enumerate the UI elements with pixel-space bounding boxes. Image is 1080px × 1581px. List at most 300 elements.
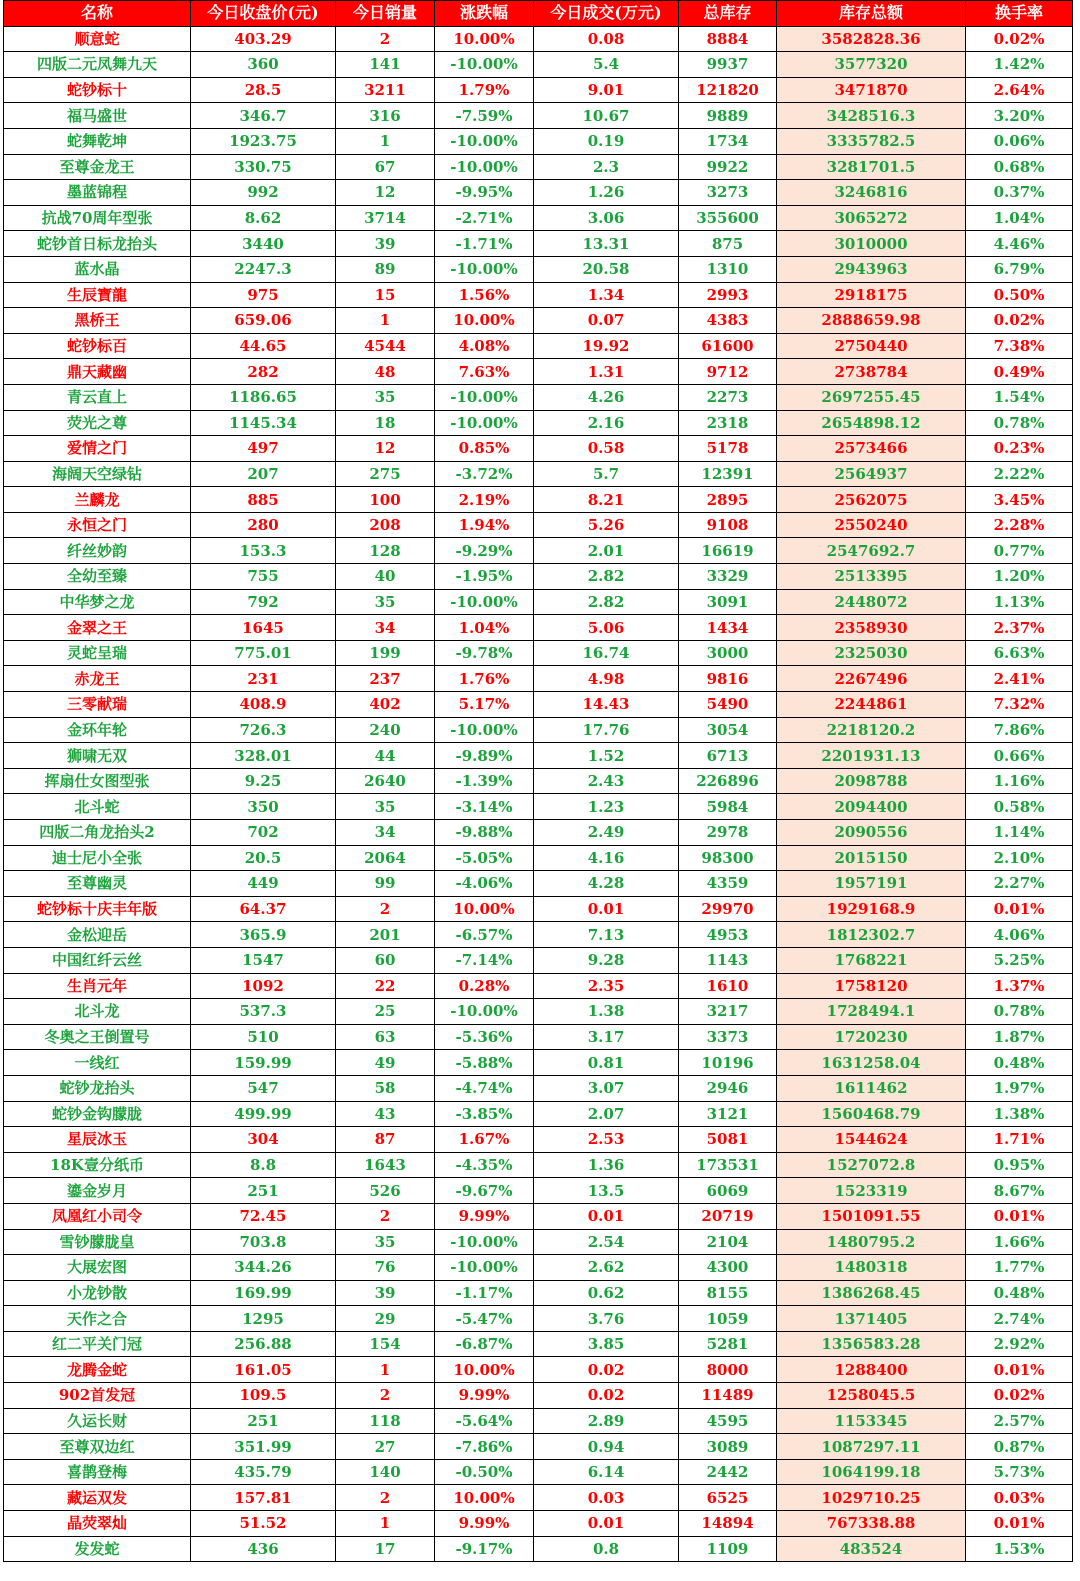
inventory-amount-cell: 1356583.28: [777, 1331, 966, 1357]
close-price-cell: 365.9: [191, 922, 336, 948]
sales-volume-cell: 34: [336, 820, 435, 846]
close-price-cell: 435.79: [191, 1459, 336, 1485]
name-cell: 晶荧翠灿: [4, 1511, 191, 1537]
table-row: [4, 410, 1073, 436]
turnover-rate-cell: 0.03%: [966, 1485, 1073, 1511]
change-percent-cell: 1.04%: [435, 615, 534, 641]
turnover-rate-cell: 0.95%: [966, 1152, 1073, 1178]
change-percent-cell: 10.00%: [435, 308, 534, 334]
total-inventory-cell: 4383: [679, 308, 777, 334]
table-row: [4, 128, 1073, 154]
table-row: [4, 589, 1073, 615]
total-inventory-cell: 875: [679, 231, 777, 257]
sales-volume-cell: 154: [336, 1331, 435, 1357]
turnover-cell: 7.13: [534, 922, 679, 948]
table-row: [4, 436, 1073, 462]
sales-volume-cell: 87: [336, 1127, 435, 1153]
change-percent-cell: 7.63%: [435, 359, 534, 385]
turnover-rate-cell: 1.71%: [966, 1127, 1073, 1153]
change-percent-cell: -4.35%: [435, 1152, 534, 1178]
total-inventory-cell: 3273: [679, 180, 777, 206]
close-price-cell: 510: [191, 1024, 336, 1050]
sales-volume-cell: 2: [336, 1203, 435, 1229]
turnover-rate-cell: 2.22%: [966, 461, 1073, 487]
total-inventory-cell: 9922: [679, 154, 777, 180]
name-cell: 蛇舞乾坤: [4, 128, 191, 154]
table-row: [4, 717, 1073, 743]
turnover-cell: 5.26: [534, 512, 679, 538]
sales-volume-cell: 100: [336, 487, 435, 513]
inventory-amount-cell: 2448072: [777, 589, 966, 615]
name-cell: 四版二元凤舞九天: [4, 52, 191, 78]
inventory-amount-cell: 3428516.3: [777, 103, 966, 129]
turnover-rate-cell: 0.50%: [966, 282, 1073, 308]
header-close-price: 今日收盘价(元): [191, 1, 336, 27]
turnover-rate-cell: 7.86%: [966, 717, 1073, 743]
inventory-amount-cell: 1929168.9: [777, 896, 966, 922]
total-inventory-cell: 6713: [679, 743, 777, 769]
sales-volume-cell: 1: [336, 1511, 435, 1537]
turnover-rate-cell: 1.53%: [966, 1536, 1073, 1562]
turnover-cell: 2.62: [534, 1255, 679, 1281]
name-cell: 至尊幽灵: [4, 871, 191, 897]
turnover-cell: 4.16: [534, 845, 679, 871]
close-price-cell: 659.06: [191, 308, 336, 334]
close-price-cell: 2247.3: [191, 256, 336, 282]
turnover-rate-cell: 1.04%: [966, 205, 1073, 231]
name-cell: 海阔天空绿钻: [4, 461, 191, 487]
change-percent-cell: -1.17%: [435, 1280, 534, 1306]
table-row: [4, 1357, 1073, 1383]
turnover-rate-cell: 1.38%: [966, 1101, 1073, 1127]
close-price-cell: 775.01: [191, 640, 336, 666]
change-percent-cell: -9.78%: [435, 640, 534, 666]
turnover-cell: 2.3: [534, 154, 679, 180]
change-percent-cell: -7.59%: [435, 103, 534, 129]
total-inventory-cell: 20719: [679, 1203, 777, 1229]
close-price-cell: 157.81: [191, 1485, 336, 1511]
table-row: [4, 666, 1073, 692]
close-price-cell: 344.26: [191, 1255, 336, 1281]
sales-volume-cell: 15: [336, 282, 435, 308]
name-cell: 蓝水晶: [4, 256, 191, 282]
name-cell: 青云直上: [4, 384, 191, 410]
inventory-amount-cell: 1064199.18: [777, 1459, 966, 1485]
turnover-cell: 0.58: [534, 436, 679, 462]
header-inventory-amount: 库存总额: [777, 1, 966, 27]
name-cell: 福马盛世: [4, 103, 191, 129]
change-percent-cell: -9.67%: [435, 1178, 534, 1204]
change-percent-cell: -4.74%: [435, 1075, 534, 1101]
inventory-amount-cell: 2513395: [777, 564, 966, 590]
turnover-cell: 5.4: [534, 52, 679, 78]
turnover-rate-cell: 0.23%: [966, 436, 1073, 462]
sales-volume-cell: 3211: [336, 77, 435, 103]
turnover-rate-cell: 1.77%: [966, 1255, 1073, 1281]
header-change-percent: 涨跌幅: [435, 1, 534, 27]
sales-volume-cell: 76: [336, 1255, 435, 1281]
table-row: [4, 333, 1073, 359]
change-percent-cell: -10.00%: [435, 1229, 534, 1255]
sales-volume-cell: 402: [336, 692, 435, 718]
inventory-amount-cell: 1768221: [777, 947, 966, 973]
sales-volume-cell: 34: [336, 615, 435, 641]
total-inventory-cell: 3000: [679, 640, 777, 666]
sales-volume-cell: 201: [336, 922, 435, 948]
turnover-rate-cell: 2.27%: [966, 871, 1073, 897]
turnover-cell: 13.5: [534, 1178, 679, 1204]
sales-volume-cell: 128: [336, 538, 435, 564]
sales-volume-cell: 44: [336, 743, 435, 769]
inventory-amount-cell: 1480318: [777, 1255, 966, 1281]
close-price-cell: 885: [191, 487, 336, 513]
turnover-rate-cell: 1.13%: [966, 589, 1073, 615]
table-row: [4, 180, 1073, 206]
turnover-cell: 3.85: [534, 1331, 679, 1357]
change-percent-cell: 10.00%: [435, 1357, 534, 1383]
turnover-cell: 2.49: [534, 820, 679, 846]
table-row: [4, 154, 1073, 180]
change-percent-cell: -7.14%: [435, 947, 534, 973]
close-price-cell: 350: [191, 794, 336, 820]
total-inventory-cell: 5178: [679, 436, 777, 462]
table-row: [4, 205, 1073, 231]
total-inventory-cell: 5490: [679, 692, 777, 718]
total-inventory-cell: 2318: [679, 410, 777, 436]
name-cell: 星辰冰玉: [4, 1127, 191, 1153]
inventory-amount-cell: 2098788: [777, 768, 966, 794]
sales-volume-cell: 526: [336, 1178, 435, 1204]
close-price-cell: 499.99: [191, 1101, 336, 1127]
sales-volume-cell: 2064: [336, 845, 435, 871]
turnover-cell: 17.76: [534, 717, 679, 743]
change-percent-cell: 1.79%: [435, 77, 534, 103]
table-row: [4, 1434, 1073, 1460]
sales-volume-cell: 208: [336, 512, 435, 538]
table-row: [4, 1280, 1073, 1306]
change-percent-cell: -5.88%: [435, 1050, 534, 1076]
name-cell: 中华梦之龙: [4, 589, 191, 615]
sales-volume-cell: 141: [336, 52, 435, 78]
inventory-amount-cell: 1087297.11: [777, 1434, 966, 1460]
change-percent-cell: 1.94%: [435, 512, 534, 538]
inventory-amount-cell: 2564937: [777, 461, 966, 487]
name-cell: 墨蓝锦程: [4, 180, 191, 206]
turnover-rate-cell: 0.77%: [966, 538, 1073, 564]
table-row: [4, 1331, 1073, 1357]
table-row: [4, 640, 1073, 666]
total-inventory-cell: 3121: [679, 1101, 777, 1127]
name-cell: 狮啸无双: [4, 743, 191, 769]
close-price-cell: 51.52: [191, 1511, 336, 1537]
turnover-cell: 0.08: [534, 26, 679, 52]
turnover-cell: 0.02: [534, 1357, 679, 1383]
table-row: [4, 256, 1073, 282]
change-percent-cell: -1.39%: [435, 768, 534, 794]
name-cell: 金松迎岳: [4, 922, 191, 948]
change-percent-cell: -10.00%: [435, 52, 534, 78]
turnover-rate-cell: 2.28%: [966, 512, 1073, 538]
turnover-rate-cell: 0.58%: [966, 794, 1073, 820]
turnover-rate-cell: 2.37%: [966, 615, 1073, 641]
close-price-cell: 1923.75: [191, 128, 336, 154]
turnover-rate-cell: 3.20%: [966, 103, 1073, 129]
close-price-cell: 436: [191, 1536, 336, 1562]
name-cell: 红二平关门冠: [4, 1331, 191, 1357]
turnover-rate-cell: 0.78%: [966, 999, 1073, 1025]
name-cell: 鎏金岁月: [4, 1178, 191, 1204]
name-cell: 蛇钞标十庆丰年版: [4, 896, 191, 922]
table-row: [4, 768, 1073, 794]
close-price-cell: 304: [191, 1127, 336, 1153]
name-cell: 纤丝妙韵: [4, 538, 191, 564]
total-inventory-cell: 1109: [679, 1536, 777, 1562]
total-inventory-cell: 2993: [679, 282, 777, 308]
inventory-amount-cell: 2943963: [777, 256, 966, 282]
table-row: [4, 1050, 1073, 1076]
table-header-row: [4, 1, 1073, 27]
close-price-cell: 3440: [191, 231, 336, 257]
turnover-cell: 4.98: [534, 666, 679, 692]
inventory-amount-cell: 1527072.8: [777, 1152, 966, 1178]
total-inventory-cell: 3054: [679, 717, 777, 743]
turnover-rate-cell: 0.01%: [966, 1203, 1073, 1229]
change-percent-cell: -10.00%: [435, 589, 534, 615]
sales-volume-cell: 3714: [336, 205, 435, 231]
turnover-rate-cell: 0.06%: [966, 128, 1073, 154]
close-price-cell: 207: [191, 461, 336, 487]
sales-volume-cell: 12: [336, 180, 435, 206]
turnover-cell: 2.16: [534, 410, 679, 436]
table-row: [4, 973, 1073, 999]
close-price-cell: 72.45: [191, 1203, 336, 1229]
inventory-amount-cell: 2090556: [777, 820, 966, 846]
sales-volume-cell: 275: [336, 461, 435, 487]
table-row: [4, 26, 1073, 52]
turnover-cell: 1.31: [534, 359, 679, 385]
total-inventory-cell: 5984: [679, 794, 777, 820]
sales-volume-cell: 43: [336, 1101, 435, 1127]
total-inventory-cell: 2104: [679, 1229, 777, 1255]
turnover-rate-cell: 5.25%: [966, 947, 1073, 973]
inventory-amount-cell: 3065272: [777, 205, 966, 231]
sales-volume-cell: 1643: [336, 1152, 435, 1178]
turnover-cell: 2.43: [534, 768, 679, 794]
header-name: 名称: [4, 1, 191, 27]
turnover-cell: 0.62: [534, 1280, 679, 1306]
name-cell: 金翠之王: [4, 615, 191, 641]
change-percent-cell: 2.19%: [435, 487, 534, 513]
turnover-rate-cell: 1.14%: [966, 820, 1073, 846]
sales-volume-cell: 25: [336, 999, 435, 1025]
turnover-cell: 9.01: [534, 77, 679, 103]
total-inventory-cell: 4300: [679, 1255, 777, 1281]
total-inventory-cell: 5081: [679, 1127, 777, 1153]
total-inventory-cell: 1610: [679, 973, 777, 999]
sales-volume-cell: 237: [336, 666, 435, 692]
change-percent-cell: 10.00%: [435, 1485, 534, 1511]
change-percent-cell: -7.86%: [435, 1434, 534, 1460]
sales-volume-cell: 2: [336, 1383, 435, 1409]
inventory-amount-cell: 1560468.79: [777, 1101, 966, 1127]
change-percent-cell: 1.76%: [435, 666, 534, 692]
total-inventory-cell: 8155: [679, 1280, 777, 1306]
inventory-amount-cell: 1758120: [777, 973, 966, 999]
close-price-cell: 231: [191, 666, 336, 692]
turnover-cell: 2.82: [534, 564, 679, 590]
table-row: [4, 1306, 1073, 1332]
inventory-amount-cell: 1631258.04: [777, 1050, 966, 1076]
close-price-cell: 792: [191, 589, 336, 615]
name-cell: 北斗蛇: [4, 794, 191, 820]
total-inventory-cell: 98300: [679, 845, 777, 871]
turnover-rate-cell: 8.67%: [966, 1178, 1073, 1204]
name-cell: 北斗龙: [4, 999, 191, 1025]
inventory-amount-cell: 3246816: [777, 180, 966, 206]
name-cell: 金环年轮: [4, 717, 191, 743]
table-row: [4, 103, 1073, 129]
table-row: [4, 1255, 1073, 1281]
inventory-amount-cell: 2750440: [777, 333, 966, 359]
inventory-amount-cell: 1258045.5: [777, 1383, 966, 1409]
close-price-cell: 1645: [191, 615, 336, 641]
change-percent-cell: -10.00%: [435, 1255, 534, 1281]
turnover-rate-cell: 6.63%: [966, 640, 1073, 666]
inventory-amount-cell: 1288400: [777, 1357, 966, 1383]
table-row: [4, 1024, 1073, 1050]
total-inventory-cell: 5281: [679, 1331, 777, 1357]
close-price-cell: 161.05: [191, 1357, 336, 1383]
name-cell: 蛇钞首日标龙抬头: [4, 231, 191, 257]
total-inventory-cell: 8884: [679, 26, 777, 52]
total-inventory-cell: 9712: [679, 359, 777, 385]
turnover-rate-cell: 2.92%: [966, 1331, 1073, 1357]
turnover-rate-cell: 1.20%: [966, 564, 1073, 590]
change-percent-cell: -1.95%: [435, 564, 534, 590]
turnover-cell: 8.21: [534, 487, 679, 513]
total-inventory-cell: 2895: [679, 487, 777, 513]
table-row: [4, 1536, 1073, 1562]
total-inventory-cell: 12391: [679, 461, 777, 487]
total-inventory-cell: 2946: [679, 1075, 777, 1101]
name-cell: 永恒之门: [4, 512, 191, 538]
name-cell: 蛇钞标十: [4, 77, 191, 103]
name-cell: 荧光之尊: [4, 410, 191, 436]
table-row: [4, 564, 1073, 590]
sales-volume-cell: 316: [336, 103, 435, 129]
turnover-rate-cell: 0.66%: [966, 743, 1073, 769]
name-cell: 天作之合: [4, 1306, 191, 1332]
name-cell: 902首发冠: [4, 1383, 191, 1409]
name-cell: 生肖元年: [4, 973, 191, 999]
close-price-cell: 1186.65: [191, 384, 336, 410]
total-inventory-cell: 1059: [679, 1306, 777, 1332]
close-price-cell: 20.5: [191, 845, 336, 871]
change-percent-cell: -9.29%: [435, 538, 534, 564]
turnover-cell: 3.17: [534, 1024, 679, 1050]
table-row: [4, 1203, 1073, 1229]
inventory-amount-cell: 2201931.13: [777, 743, 966, 769]
header-sales-volume: 今日销量: [336, 1, 435, 27]
change-percent-cell: -3.72%: [435, 461, 534, 487]
sales-volume-cell: 22: [336, 973, 435, 999]
close-price-cell: 256.88: [191, 1331, 336, 1357]
inventory-amount-cell: 767338.88: [777, 1511, 966, 1537]
inventory-amount-cell: 3010000: [777, 231, 966, 257]
name-cell: 蛇钞龙抬头: [4, 1075, 191, 1101]
total-inventory-cell: 173531: [679, 1152, 777, 1178]
close-price-cell: 360: [191, 52, 336, 78]
table-row: [4, 1152, 1073, 1178]
turnover-cell: 1.34: [534, 282, 679, 308]
sales-volume-cell: 2640: [336, 768, 435, 794]
turnover-cell: 6.14: [534, 1459, 679, 1485]
table-row: [4, 794, 1073, 820]
turnover-cell: 1.38: [534, 999, 679, 1025]
name-cell: 四版二角龙抬头2: [4, 820, 191, 846]
turnover-cell: 4.28: [534, 871, 679, 897]
inventory-amount-cell: 1386268.45: [777, 1280, 966, 1306]
change-percent-cell: -4.06%: [435, 871, 534, 897]
close-price-cell: 547: [191, 1075, 336, 1101]
inventory-amount-cell: 2573466: [777, 436, 966, 462]
change-percent-cell: -10.00%: [435, 410, 534, 436]
table-row: [4, 820, 1073, 846]
name-cell: 生辰寶龍: [4, 282, 191, 308]
close-price-cell: 8.8: [191, 1152, 336, 1178]
turnover-rate-cell: 0.01%: [966, 1357, 1073, 1383]
inventory-amount-cell: 2888659.98: [777, 308, 966, 334]
turnover-cell: 0.81: [534, 1050, 679, 1076]
inventory-amount-cell: 2654898.12: [777, 410, 966, 436]
change-percent-cell: -3.14%: [435, 794, 534, 820]
sales-volume-cell: 89: [336, 256, 435, 282]
sales-volume-cell: 99: [336, 871, 435, 897]
total-inventory-cell: 1434: [679, 615, 777, 641]
turnover-cell: 2.89: [534, 1408, 679, 1434]
change-percent-cell: -0.50%: [435, 1459, 534, 1485]
change-percent-cell: -10.00%: [435, 154, 534, 180]
total-inventory-cell: 3373: [679, 1024, 777, 1050]
name-cell: 久运长财: [4, 1408, 191, 1434]
header-total-inventory: 总库存: [679, 1, 777, 27]
turnover-cell: 3.06: [534, 205, 679, 231]
table-row: [4, 743, 1073, 769]
name-cell: 挥扇仕女图型张: [4, 768, 191, 794]
change-percent-cell: 9.99%: [435, 1383, 534, 1409]
sales-volume-cell: 4544: [336, 333, 435, 359]
turnover-cell: 4.26: [534, 384, 679, 410]
inventory-amount-cell: 2218120.2: [777, 717, 966, 743]
sales-volume-cell: 140: [336, 1459, 435, 1485]
change-percent-cell: -6.87%: [435, 1331, 534, 1357]
turnover-rate-cell: 0.68%: [966, 154, 1073, 180]
change-percent-cell: -9.89%: [435, 743, 534, 769]
turnover-rate-cell: 7.38%: [966, 333, 1073, 359]
sales-volume-cell: 35: [336, 794, 435, 820]
close-price-cell: 703.8: [191, 1229, 336, 1255]
name-cell: 灵蛇呈瑞: [4, 640, 191, 666]
inventory-amount-cell: 2738784: [777, 359, 966, 385]
close-price-cell: 8.62: [191, 205, 336, 231]
turnover-cell: 1.23: [534, 794, 679, 820]
change-percent-cell: -1.71%: [435, 231, 534, 257]
turnover-rate-cell: 0.48%: [966, 1050, 1073, 1076]
turnover-rate-cell: 2.57%: [966, 1408, 1073, 1434]
turnover-rate-cell: 1.54%: [966, 384, 1073, 410]
name-cell: 藏运双发: [4, 1485, 191, 1511]
name-cell: 鼎天藏幽: [4, 359, 191, 385]
